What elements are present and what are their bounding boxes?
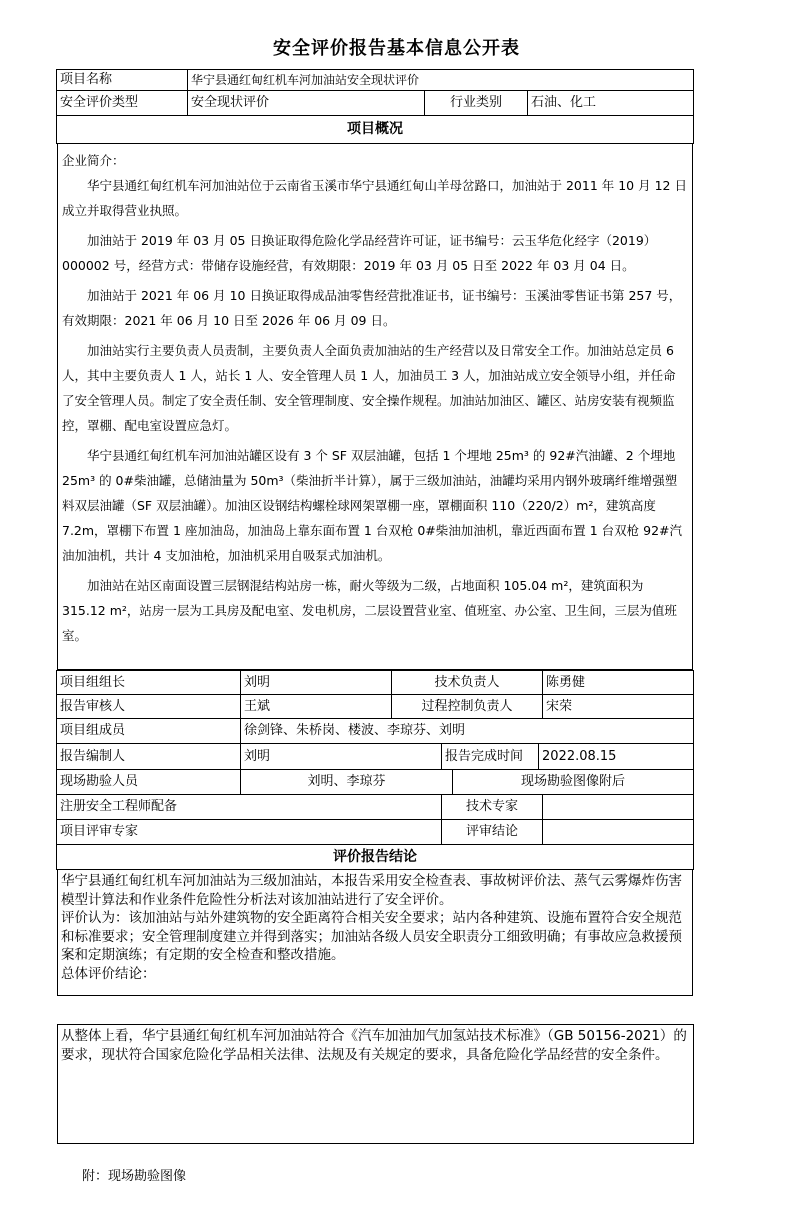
- overall-conclusion-box: 从整体上看，华宁县通红甸红机车河加油站符合《汽车加油加气加氢站技术标准》（GB 50156-2021）的要求，现状符合国家危险化学品相关法律、法规及有关规定的要求，具备危险化学品经营的安全条件。: [57, 1024, 694, 1144]
- industry-value: 石油、化工: [527, 90, 694, 116]
- review-conclusion-value: [542, 819, 694, 845]
- leader-value: 刘明: [240, 670, 392, 695]
- conclusion-header: 评价报告结论: [56, 844, 694, 870]
- finish-time-value: 2022.08.15: [538, 743, 694, 770]
- process-lead-label: 过程控制负责人: [391, 694, 543, 719]
- tech-lead-value: 陈勇健: [542, 670, 694, 695]
- eval-type-value: 安全现状评价: [187, 90, 425, 116]
- site-note: 现场勘验图像附后: [452, 769, 694, 795]
- members-label: 项目组成员: [56, 718, 241, 744]
- eval-type-label: 安全评价类型: [56, 90, 188, 116]
- intro-paragraph: 华宁县通红甸红机车河加油站罐区设有 3 个 SF 双层油罐，包括 1 个埋地 25m³ 的 92#汽油罐、2 个埋地 25m³ 的 0#柴油罐，总储油量为 50m³（柴油折半计算），属于三级加油站，油罐均采用内钢外玻璃纤维增强塑料双层油罐（SF 双层油罐）。加油区设钢结构螺栓球网架罩棚一座，罩棚面积 110（220/2）m²，建筑高度 7.2m，罩棚下布置 1 座加油岛，加油岛上靠东面布置 1 台双枪 0#柴油加油机，靠近西面布置 1 台双枪 92#汽油加油机，共计 4 支加油枪，加油机采用自吸泵式加油机。: [62, 448, 683, 563]
- project-name-value: 华宁县通红甸红机车河加油站安全现状评价: [187, 69, 694, 91]
- tech-lead-label: 技术负责人: [391, 670, 543, 695]
- conclusion-paragraph: 评价认为：该加油站与站外建筑物的安全距离符合相关安全要求；站内各种建筑、设施布置符合安全规范和标准要求；安全管理制度建立并得到落实；加油站各级人员安全职责分工细致明确；有事故应急救援预案和定期演练；有定期的安全检查和整改措施。: [61, 910, 682, 963]
- expert-label: 技术专家: [441, 794, 543, 820]
- members-value: 徐剑锋、朱桥岗、楼波、李琼芬、刘明: [240, 718, 694, 744]
- intro-paragraph: 加油站实行主要负责人员责制，主要负责人全面负责加油站的生产经营以及日常安全工作。加油站总定员 6 人，其中主要负责人 1 人，站长 1 人、安全管理人员 1 人，加油员工 3 人，加油站成立安全领导小组，并任命了安全管理人员。制定了安全责任制、安全管理制度、安全操作规程。加油站加油区、罐区、站房安装有视频监控，罩棚、配电室设置应急灯。: [62, 343, 676, 433]
- intro-paragraph: 加油站于 2019 年 03 月 05 日换证取得危险化学品经营许可证，证书编号：云玉华危化经字（2019）000002 号，经营方式：带储存设施经营，有效期限：2019 年 03 月 05 日至 2022 年 03 月 04 日。: [62, 233, 657, 273]
- reviewer-value: 王斌: [240, 694, 392, 719]
- site-people-value: 刘明、李琼芬: [240, 769, 453, 795]
- intro-paragraph: 加油站在站区南面设置三层钢混结构站房一栋，耐火等级为二级，占地面积 105.04 m²，建筑面积为 315.12 m²，站房一层为工具房及配电室、发电机房，二层设置营业室、值班室、办公室、卫生间，三层为值班室。: [62, 578, 677, 643]
- finish-time-label: 报告完成时间: [441, 743, 539, 770]
- intro-paragraph: 华宁县通红甸红机车河加油站位于云南省玉溪市华宁县通红甸山羊母岔路口，加油站于 2011 年 10 月 12 日成立并取得营业执照。: [62, 178, 687, 218]
- review-conclusion-label: 评审结论: [441, 819, 543, 845]
- conclusion-paragraph: 华宁县通红甸红机车河加油站为三级加油站，本报告采用安全检查表、事故树评价法、蒸气云雾爆炸伤害模型计算法和作业条件危险性分析法对该加油站进行了安全评价。: [61, 873, 682, 908]
- review-expert-label: 项目评审专家: [56, 819, 442, 845]
- overview-header: 项目概况: [56, 115, 694, 144]
- industry-label: 行业类别: [424, 90, 528, 116]
- company-intro: [57, 143, 693, 670]
- expert-value: [542, 794, 694, 820]
- footer-note: 附：现场勘验图像: [82, 1169, 187, 1184]
- project-name-label: 项目名称: [56, 69, 188, 91]
- conclusion-body: [57, 869, 693, 996]
- leader-label: 项目组组长: [56, 670, 241, 695]
- intro-label: 企业简介：: [62, 153, 125, 168]
- page-title: 安全评价报告基本信息公开表: [273, 38, 520, 59]
- site-label: 现场勘验人员: [56, 769, 241, 795]
- process-lead-value: 宋荣: [542, 694, 694, 719]
- writer-value: 刘明: [240, 743, 442, 770]
- intro-paragraph: 加油站于 2021 年 06 月 10 日换证取得成品油零售经营批准证书，证书编号：玉溪油零售证书第 257 号，有效期限：2021 年 06 月 10 日至 2026 年 06 月 09 日。: [62, 288, 682, 328]
- overall-label: 总体评价结论：: [61, 965, 156, 982]
- writer-label: 报告编制人: [56, 743, 241, 770]
- engineer-label: 注册安全工程师配备: [56, 794, 442, 820]
- reviewer-label: 报告审核人: [56, 694, 241, 719]
